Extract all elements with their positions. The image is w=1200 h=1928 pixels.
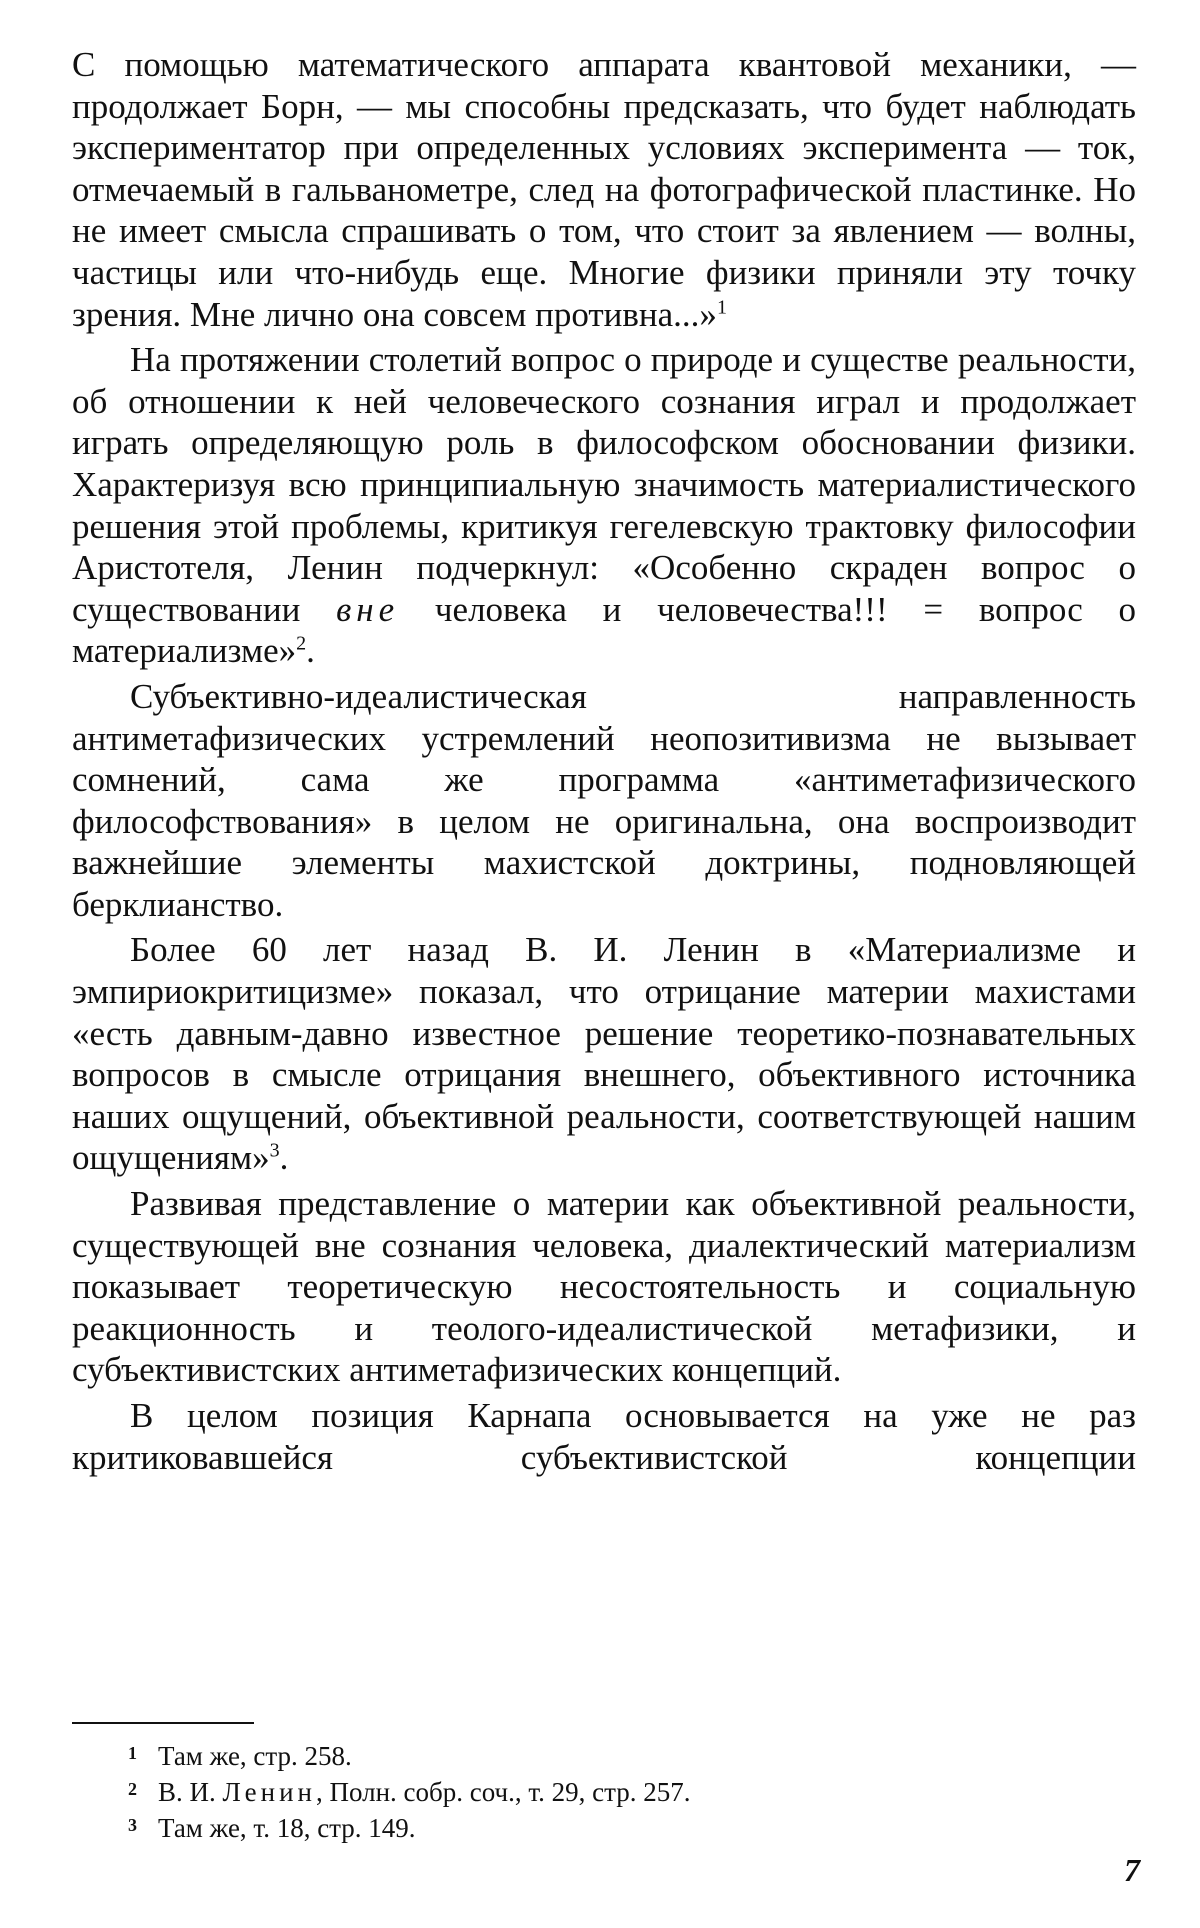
paragraph-6 <box>72 1395 1136 1478</box>
main-text <box>72 44 1136 1478</box>
footnote-ref: 3 <box>269 1139 280 1162</box>
footnote-ref: 2 <box>296 632 307 655</box>
footnote-divider <box>72 1722 254 1724</box>
footnote-ref: 1 <box>716 295 727 318</box>
paragraph-tail: . <box>279 1138 289 1178</box>
footnote-text-pre: В. И. <box>158 1777 223 1807</box>
footnote-3 <box>128 1812 1128 1848</box>
paragraph-text: Развивая представление о материи как объективной реальности, существующей вне сознания человека, диалектический материализм показывает теоретическую несостоятельность и социальную реакционность и теолого-идеалистической метафизики, и субъективистских антиметафизических концепций. <box>72 1184 1136 1390</box>
paragraph-tail: . <box>306 631 315 671</box>
footnote-text-post: , Полн. собр. соч., т. 29, стр. 257. <box>315 1777 691 1807</box>
paragraph-text: Субъективно-идеалистическая направленность антиметафизических устремлений неопозитивизма не вызывает сомнений, сама же программа «антиметафизического философствования» в целом не оригинальна, она воспроизводит важнейшие элементы махистской доктрины, подновляющей берклианство. <box>72 676 1136 924</box>
paragraph-text: В целом позиция Карнапа основывается на уже не раз критиковавшейся субъективистской концепции <box>72 1396 1136 1477</box>
footnote-number: 2 <box>128 1779 137 1799</box>
footnote-text: Там же, стр. 258. <box>158 1741 352 1771</box>
paragraph-4 <box>72 929 1136 1179</box>
paragraph-text: человека и человечества!!! = вопрос о материализме» <box>72 589 1136 671</box>
paragraph-text: С помощью математического аппарата квантовой механики, — продолжает Борн, — мы способны предсказать, что будет наблюдать экспериментатор при определенных условиях эксперимента — ток, отмечаемый в гальванометре, след на фотографической пластинке. Но не имеет смысла спрашивать о том, что стоит за явлением — волны, частицы или что-нибудь еще. Многие физики приняли эту точку зрения. Мне лично она совсем противна...» <box>72 45 1136 334</box>
footnote-number: 3 <box>128 1815 137 1835</box>
paragraph-5 <box>72 1183 1136 1391</box>
paragraph-1 <box>72 44 1136 335</box>
emphasized-word: вне <box>336 589 400 629</box>
footnote-number: 1 <box>128 1743 137 1763</box>
page-number: 7 <box>1124 1852 1140 1888</box>
paragraph-3 <box>72 676 1136 926</box>
footnote-text <box>158 1776 691 1809</box>
footnote-author: Ленин <box>222 1777 316 1807</box>
paragraph-2 <box>72 339 1136 672</box>
paragraph-text: Более 60 лет назад В. И. Ленин в «Материализме и эмпириокритицизме» показал, что отрицание материи махистами «есть давным-давно известное решение теоретико-познавательных вопросов в смысле отрицания внешнего, объективного источника наших ощущений, объективной реальности, соответствующей нашим ощущениям» <box>72 930 1136 1178</box>
footnote-1 <box>128 1740 1128 1776</box>
paragraph-text: На протяжении столетий вопрос о природе и существе реальности, об отношении к ней человеческого сознания играл и продолжает играть определяющую роль в философском обосновании физики. Характеризуя всю принципиальную значимость материалистического решения этой проблемы, критикуя гегелевскую трактовку философии Аристотеля, Ленин подчеркнул: «Особенно скраден вопрос о существовании <box>72 340 1136 629</box>
footnotes <box>128 1740 1128 1848</box>
footnote-2 <box>128 1776 1128 1812</box>
footnote-text: Там же, т. 18, стр. 149. <box>158 1813 416 1843</box>
